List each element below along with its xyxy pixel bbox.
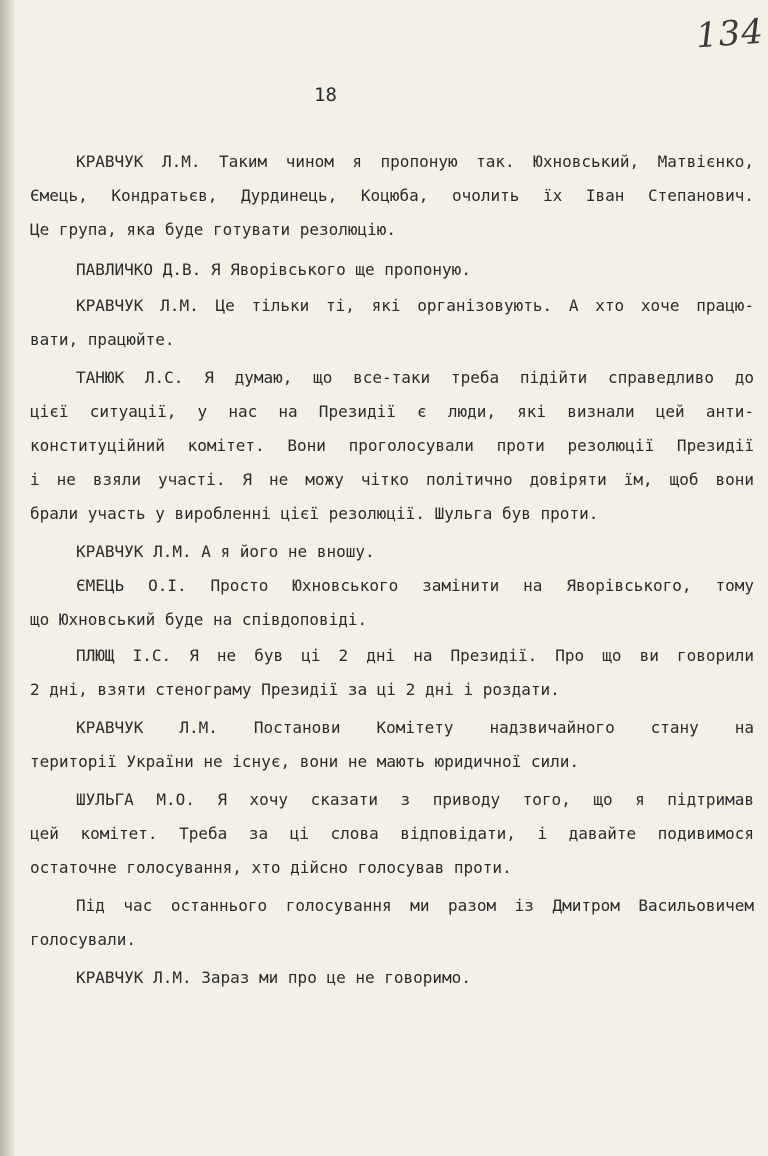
transcript-line: ШУЛЬГА М.О. Я хочу сказати з приводу того, що я підтримав <box>76 790 754 809</box>
page-number: 18 <box>314 84 337 106</box>
transcript-line: Це група, яка буде готувати резолюцію. <box>30 220 397 239</box>
transcript-line: Ємець, Кондратьєв, Дурдинець, Коцюба, очолить їх Іван Степанович. <box>30 186 754 205</box>
transcript-line: КРАВЧУК Л.М. Постанови Комітету надзвичайного стану на <box>76 718 754 737</box>
transcript-line: вати, працюйте. <box>30 330 175 349</box>
transcript-line: Під час останнього голосування ми разом із Дмитром Васильовичем <box>76 896 754 915</box>
transcript-line: голосували. <box>30 930 136 949</box>
transcript-line: що Юхновський буде на співдоповіді. <box>30 610 368 629</box>
transcript-line: ТАНЮК Л.С. Я думаю, що все-таки треба підійти справедливо до <box>76 368 754 387</box>
transcript-line: території України не існує, вони не мають юридичної сили. <box>30 752 580 771</box>
transcript-line: КРАВЧУК Л.М. Зараз ми про це не говоримо. <box>76 968 471 987</box>
transcript-line: ПАВЛИЧКО Д.В. Я Яворівського ще пропоную. <box>76 260 471 279</box>
transcript-line: цієї ситуації, у нас на Президії є люди, які визнали цей анти- <box>30 402 754 421</box>
transcript-line: і не взяли участі. Я не можу чітко політично довіряти їм, щоб вони <box>30 470 754 489</box>
transcript-line: КРАВЧУК Л.М. А я його не вношу. <box>76 542 375 561</box>
transcript-line: 2 дні, взяти стенограму Президії за ці 2 дні і роздати. <box>30 680 560 699</box>
page-binding-edge <box>0 0 14 1156</box>
transcript-text <box>30 150 760 1150</box>
transcript-line: КРАВЧУК Л.М. Таким чином я пропоную так. Юхновський, Матвієнко, <box>76 152 754 171</box>
transcript-line: КРАВЧУК Л.М. Це тільки ті, які організовують. А хто хоче працю- <box>76 296 754 315</box>
transcript-line: конституційний комітет. Вони проголосували проти резолюції Президії <box>30 436 754 455</box>
transcript-line: остаточне голосування, хто дійсно голосував проти. <box>30 858 512 877</box>
transcript-line: цей комітет. Треба за ці слова відповідати, і давайте подивимося <box>30 824 754 843</box>
archive-folio-number: 134 <box>694 11 766 57</box>
transcript-line: ЄМЕЦЬ О.І. Просто Юхновського замінити на Яворівського, тому <box>76 576 754 595</box>
transcript-line: брали участь у виробленні цієї резолюції. Шульга був проти. <box>30 504 599 523</box>
transcript-line: ПЛЮЩ І.С. Я не був ці 2 дні на Президії. Про що ви говорили <box>76 646 754 665</box>
